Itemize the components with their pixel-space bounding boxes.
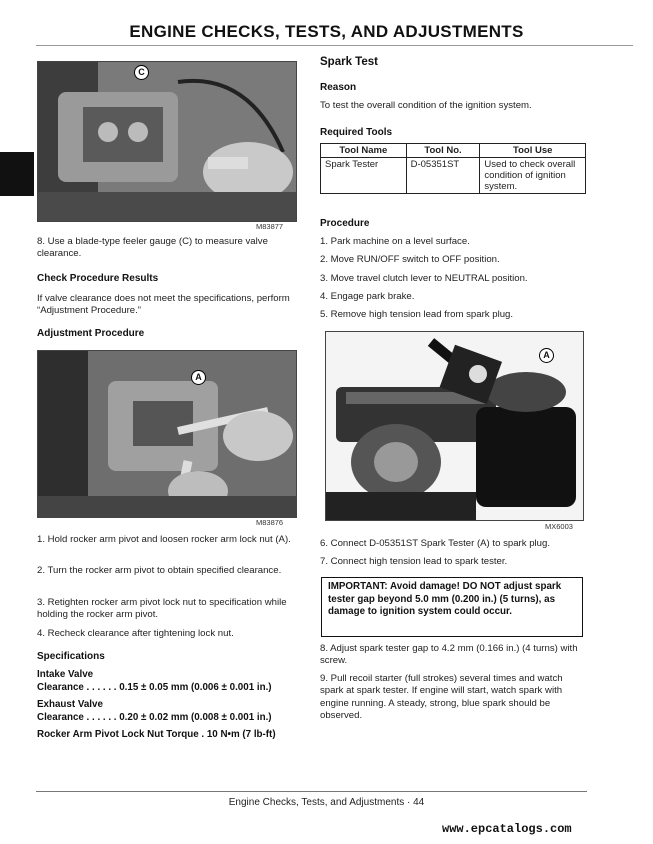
torque-spec: Rocker Arm Pivot Lock Nut Torque . 10 N•m (7 lb-ft) [37, 729, 276, 740]
figure-label: MX6003 [545, 522, 573, 531]
callout-a: A [539, 348, 554, 363]
callout-c: C [134, 65, 149, 80]
procedure-step-4: 4. Engage park brake. [320, 291, 415, 302]
adjustment-heading: Adjustment Procedure [37, 328, 145, 339]
table-cell: Spark Tester [321, 158, 407, 194]
specifications-heading: Specifications [37, 651, 105, 662]
step-6-text: 6. Connect D-05351ST Spark Tester (A) to spark plug. [320, 538, 551, 549]
check-results-heading: Check Procedure Results [37, 273, 159, 284]
figure-label: M83877 [256, 222, 284, 231]
column-header: Tool Name [321, 144, 407, 158]
header-divider [36, 45, 633, 46]
step-9-text: 9. Pull recoil starter (full strokes) several times and watch spark at spark tester. If engine will start, watch spark with engine running. A steady, strong, blue spark should be observed. [320, 673, 563, 722]
page-footer: Engine Checks, Tests, and Adjustments · 44 [228, 797, 425, 808]
required-tools-heading: Required Tools [320, 127, 393, 138]
adjust-step-2: 2. Turn the rocker arm pivot to obtain specified clearance. [37, 565, 282, 576]
procedure-step-3: 3. Move travel clutch lever to NEUTRAL position. [320, 273, 528, 284]
table-cell: Used to check overall condition of ignition system. [480, 158, 586, 194]
required-tools-table [320, 143, 586, 194]
step-7-text: 7. Connect high tension lead to spark tester. [320, 556, 508, 567]
callout-a: A [191, 370, 206, 385]
exhaust-clearance-spec: Clearance . . . . . . 0.20 ± 0.02 mm (0.008 ± 0.001 in.) [37, 712, 272, 723]
table-row [321, 158, 586, 194]
column-header: Tool Use [480, 144, 586, 158]
spark-tester-photo [325, 331, 584, 521]
procedure-heading: Procedure [320, 218, 370, 229]
table-cell: D-05351ST [406, 158, 480, 194]
step-8-text: 8. Use a blade-type feeler gauge (C) to measure valve clearance. [37, 236, 268, 260]
section-tab [0, 152, 34, 196]
spark-test-title: Spark Test [320, 56, 378, 68]
procedure-step-1: 1. Park machine on a level surface. [320, 236, 470, 247]
intake-valve-label: Intake Valve [37, 669, 94, 680]
procedure-step-2: 2. Move RUN/OFF switch to OFF position. [320, 254, 500, 265]
step-8-adjust-text: 8. Adjust spark tester gap to 4.2 mm (0.166 in.) (4 turns) with screw. [320, 643, 578, 667]
rocker-arm-photo [37, 350, 297, 518]
reason-text: To test the overall condition of the ignition system. [320, 100, 532, 111]
intake-clearance-spec: Clearance . . . . . . 0.15 ± 0.05 mm (0.006 ± 0.001 in.) [37, 682, 272, 693]
procedure-step-5: 5. Remove high tension lead from spark plug. [320, 309, 514, 320]
page-title: ENGINE CHECKS, TESTS, AND ADJUSTMENTS [129, 22, 524, 41]
reason-heading: Reason [320, 82, 357, 93]
adjust-step-1: 1. Hold rocker arm pivot and loosen rocker arm lock nut (A). [37, 534, 291, 545]
website-link[interactable]: www.epcatalogs.com [442, 822, 572, 836]
column-header: Tool No. [406, 144, 480, 158]
footer-divider [36, 791, 587, 792]
adjust-step-3: 3. Retighten rocker arm pivot lock nut to specification while holding the rocker arm pivot. [37, 597, 287, 621]
exhaust-valve-label: Exhaust Valve [37, 699, 103, 710]
figure-label: M83876 [256, 518, 284, 527]
table-header-row [321, 144, 586, 158]
important-notice: IMPORTANT: Avoid damage! DO NOT adjust spark tester gap beyond 5.0 mm (0.200 in.) (5 turns), as damage to ignition system could occur. [321, 577, 583, 637]
valve-gauge-photo [37, 61, 297, 222]
check-results-text: If valve clearance does not meet the specifications, perform “Adjustment Procedure.” [37, 293, 290, 317]
adjust-step-4: 4. Recheck clearance after tightening lock nut. [37, 628, 234, 639]
